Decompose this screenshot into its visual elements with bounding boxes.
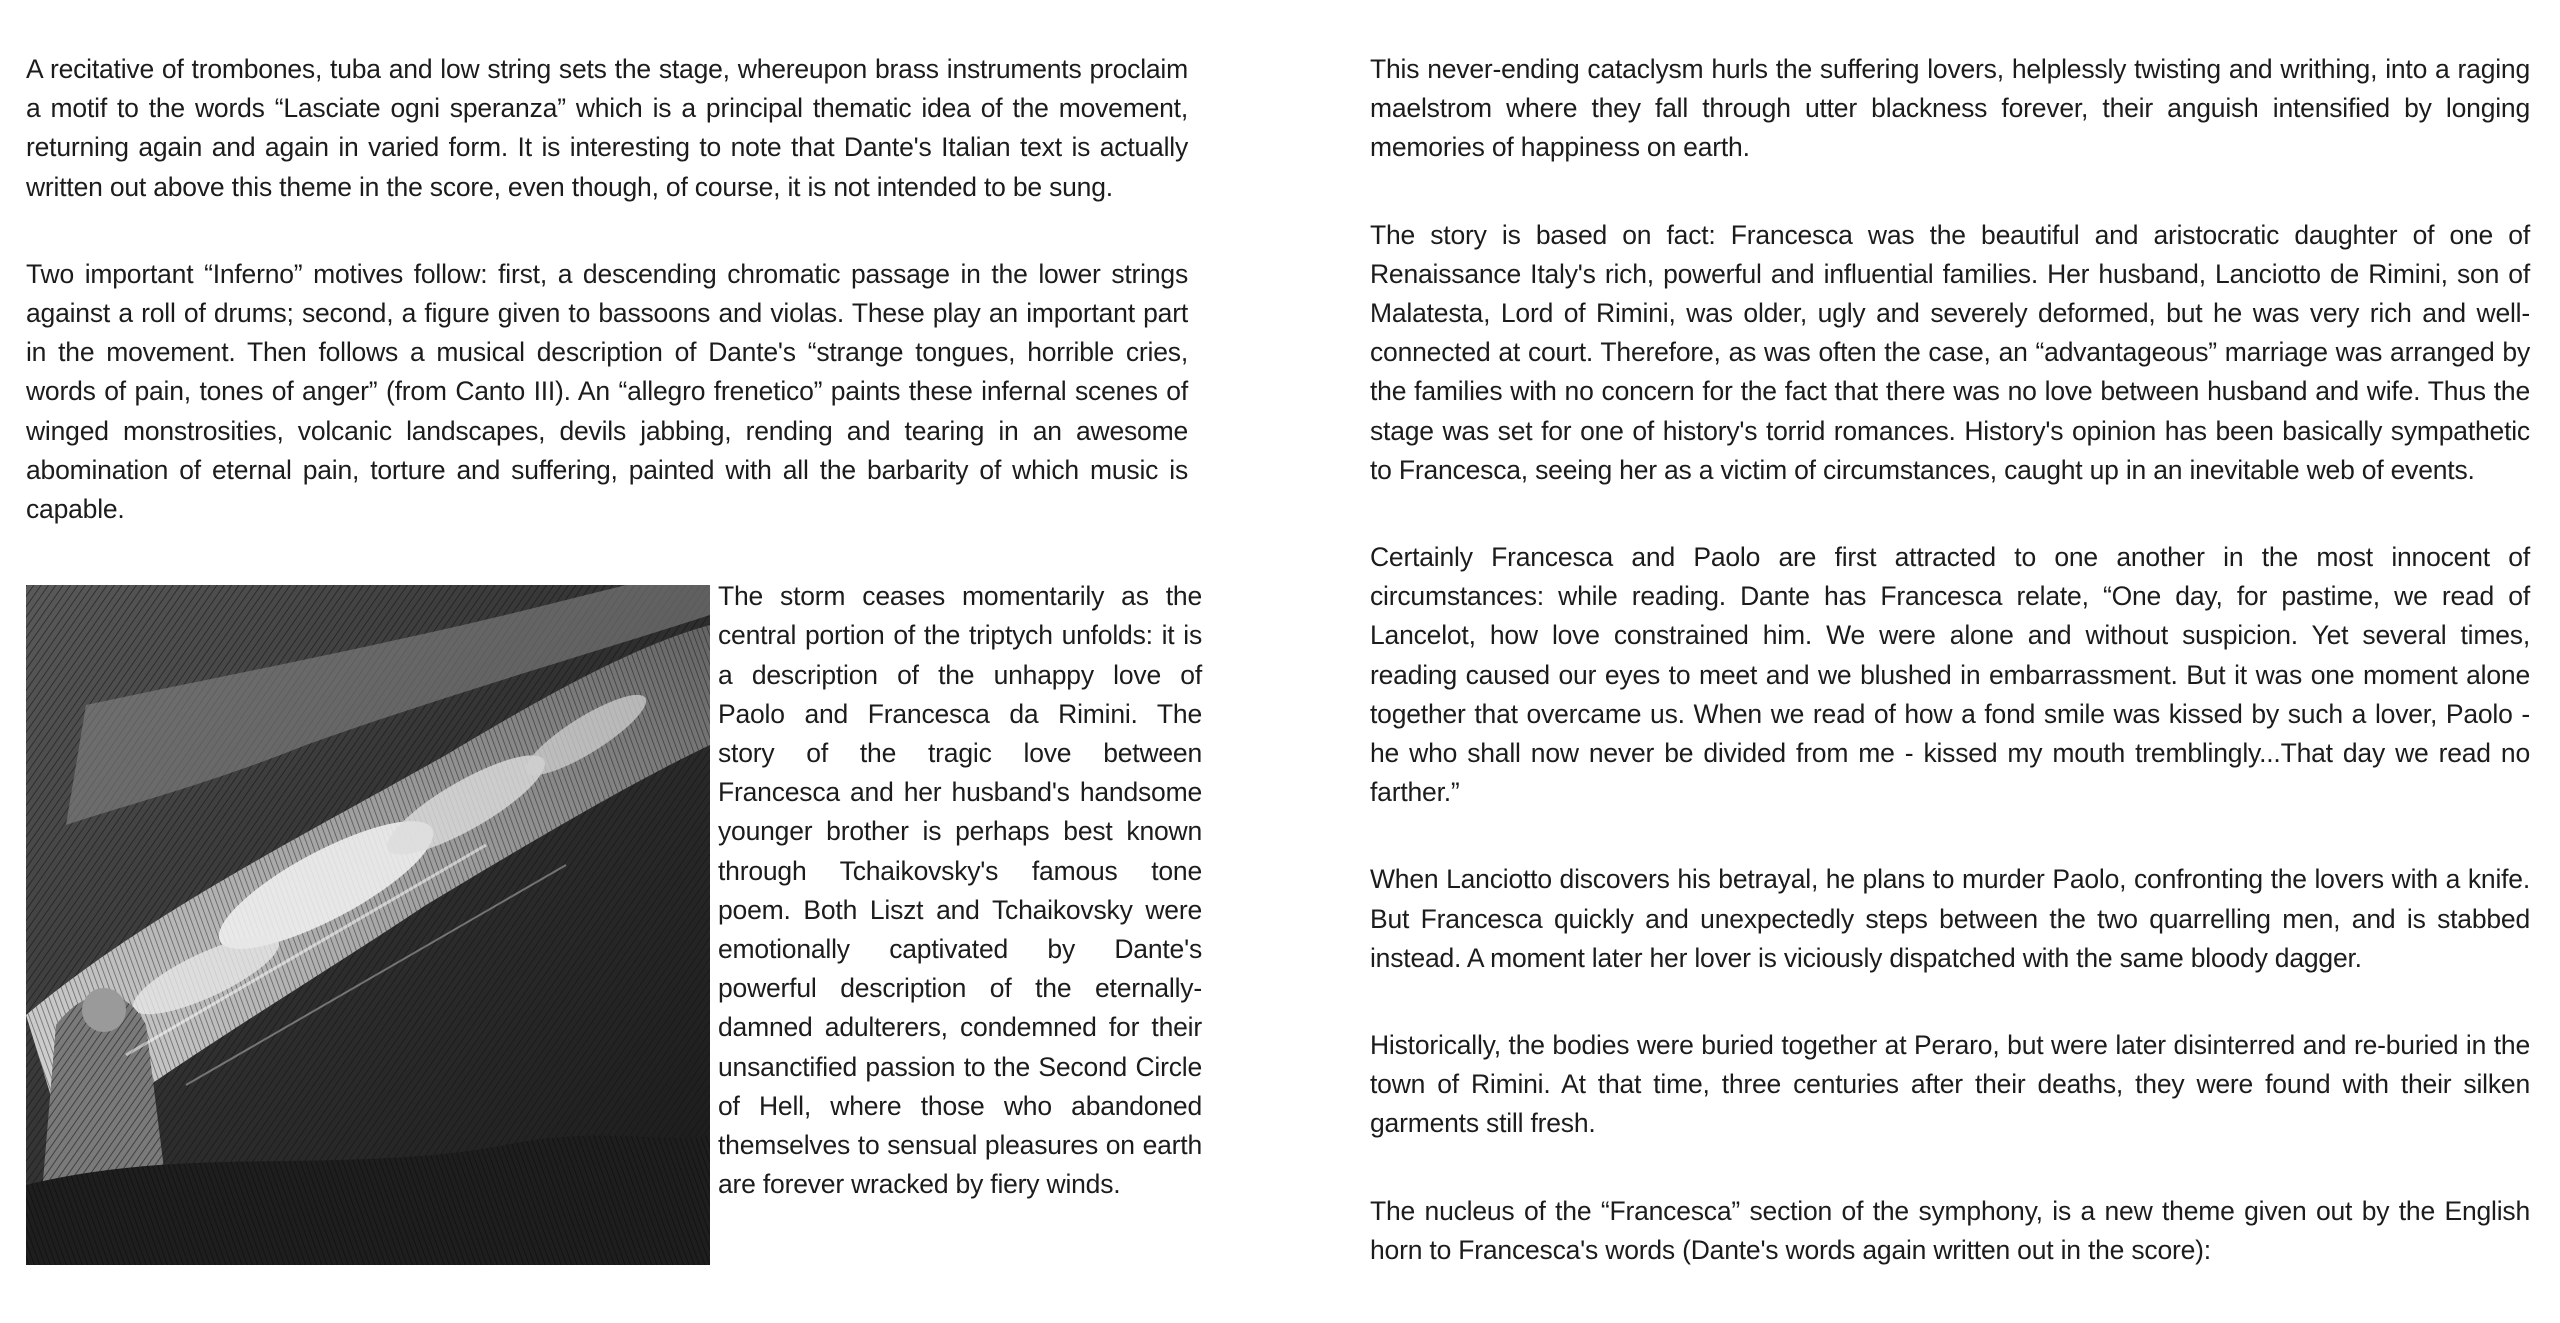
right-paragraph-1: This never-ending cataclysm hurls the suffering lovers, helplessly twisting and writhing, into a raging maelstrom where they fall through utter blackness forever, their anguish intensified by longing memories of happiness on earth. [1370,54,2530,163]
dante-engraving-illustration [26,585,710,1265]
left-paragraph-2: Two important “Inferno” motives follow: first, a descending chromatic passage in the lower strings against a roll of drums; second, a figure given to bassoons and violas. These play an important part in the movement. Then follows a musical description of Dante's “strange tongues, horrible cries, words of pain, tones of anger” (from Canto III). An “allegro frenetico” paints these infernal scenes of winged monstrosities, volcanic landscapes, devils jabbing, rending and tearing in an awesome abomination of eternal pain, torture and suffering, painted with all the barbarity of which music is capable. [26,258,1188,525]
right-paragraph-4: When Lanciotto discovers his betrayal, he plans to murder Paolo, confronting the lovers with a knife. But Francesca quickly and unexpectedly steps between the two quarrelling men, and is stabbed instead. A moment later her lover is viciously dispatched with the same bloody dagger. [1370,864,2530,973]
right-paragraph-3: Certainly Francesca and Paolo are first attracted to one another in the most innocent of circumstances: while reading. Dante has Francesca relate, “One day, for pastime, we read of Lancelot, how love constrained him. We were alone and without suspicion. Yet several times, reading caused our eyes to meet and we blushed in embarrassment. But it was one moment alone together that overcame us. When we read of how a fond smile was kissed by such a lover, Paolo - he who shall now never be divided from me - kissed my mouth tremblingly...That day we read no farther.” [1370,542,2530,808]
right-paragraph-2: The story is based on fact: Francesca was the beautiful and aristocratic daughter of one of Renaissance Italy's rich, powerful and influential families. Her husband, Lanciotto de Rimini, son of Malatesta, Lord of Rimini, was older, ugly and severely deformed, but he was very rich and well-connected at court. Therefore, as was often the case, an “advantageous” marriage was arranged by the families with no concern for the fact that there was no love between husband and wife. Thus the stage was set for one of history's torrid romances. History's opinion has been basically sympathetic to Francesca, seeing her as a victim of circumstances, caught up in an inevitable web of events. [1370,219,2530,485]
left-column [26,50,1202,1257]
left-paragraph-1: A recitative of trombones, tuba and low string sets the stage, whereupon brass instruments proclaim a motif to the words “Lasciate ogni speranza” which is a principal thematic idea of the movement, returning again and again in varied form. It is interesting to note that Dante's Italian text is actually written out above this theme in the score, even though, of course, it is not intended to be sung. [26,54,1188,202]
engraving-image [26,585,710,1265]
figure-row [26,577,1202,1257]
right-paragraph-6: The nucleus of the “Francesca” section of the symphony, is a new theme given out by the English horn to Francesca's words (Dante's words again written out in the score): [1370,1195,2530,1265]
left-paragraph-3-wrapped: The storm ceases momentarily as the central portion of the triptych unfolds: it is a description of the unhappy love of Paolo and Francesca da Rimini. The story of the tragic love between Francesca and her husband's handsome younger brother is perhaps best known through Tchaikovsky's famous tone poem. Both Liszt and Tchaikovsky were emotionally captivated by Dante's powerful description of the eternally-damned adulterers, condemned for their unsanctified passion to the Second Circle of Hell, where those who abandoned themselves to sensual pleasures on earth are forever wracked by fiery winds. [718,581,1202,1200]
right-column [1370,50,2530,1318]
right-paragraph-5: Historically, the bodies were buried together at Peraro, but were later disinterred and re-buried in the town of Rimini. At that time, three centuries after their deaths, they were found with their silken garments still fresh. [1370,1030,2530,1139]
